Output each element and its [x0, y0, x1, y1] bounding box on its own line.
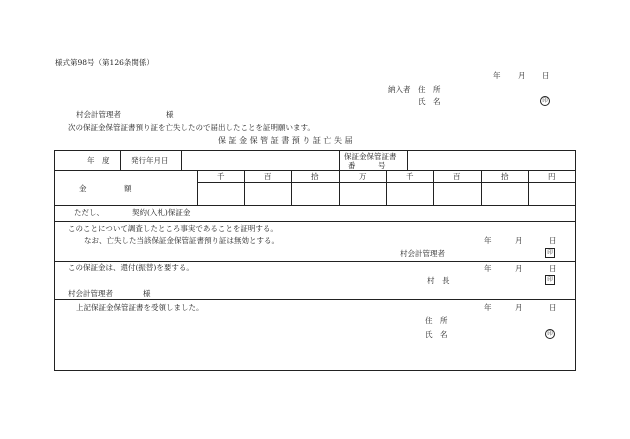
payer-address-label: 住 所: [418, 85, 441, 94]
header-date-year: 年: [493, 71, 501, 80]
payer-name-label: 氏 名: [418, 97, 441, 106]
cert-no-label-2: 番 号: [348, 161, 386, 170]
payment-addressee: 村会計管理者 様: [68, 289, 151, 298]
payment-year: 年: [484, 264, 492, 273]
issue-date-value[interactable]: [183, 152, 338, 168]
certification-signer: 村会計管理者: [400, 249, 445, 258]
fiscal-year-value[interactable]: [122, 152, 180, 168]
digit-juu-2: 拾: [501, 172, 509, 181]
digit-juu-1: 拾: [311, 172, 319, 181]
fiscal-year-label: 年 度: [87, 156, 110, 165]
certification-month: 月: [515, 236, 523, 245]
receipt-month: 月: [515, 303, 523, 312]
receipt-text: 上記保証金保管証書を受領しました。: [76, 303, 204, 312]
receipt-address-label: 住 所: [425, 316, 448, 325]
digit-sen-2: 千: [406, 172, 414, 181]
cert-no-value[interactable]: [409, 152, 574, 168]
header-date-month: 月: [518, 71, 526, 80]
request-text: 次の保証金保管証書預り証を亡失したので届出したことを証明願います。: [68, 123, 315, 132]
form-title: 保 証 金 保 管 証 書 預 り 証 亡 失 届: [218, 136, 353, 145]
payer-label: 納入者: [388, 85, 411, 94]
digit-yen: 円: [548, 172, 556, 181]
amount-label: 金 額: [79, 184, 132, 193]
payment-month: 月: [515, 264, 523, 273]
cert-no-label-1: 保証金保管証書: [344, 152, 397, 161]
certification-line2: なお、亡失した当該保証金保管証書預り証は無効とする。: [84, 236, 279, 245]
payer-seal-icon: 印: [540, 96, 550, 106]
proviso-suffix: 契約(入札)保証金: [132, 208, 191, 217]
issue-date-label: 発行年月日: [131, 156, 169, 165]
certification-year: 年: [484, 236, 492, 245]
certification-seal-icon: 印: [545, 248, 555, 258]
payment-text: この保証金は、還付(振替)を要する。: [68, 263, 194, 272]
addressee: 村会計管理者 様: [76, 110, 174, 119]
certification-line1: このことについて調査したところ事実であることを証明する。: [68, 224, 278, 233]
receipt-seal-icon: 印: [545, 329, 555, 339]
receipt-name-label: 氏 名: [425, 330, 448, 339]
receipt-year: 年: [484, 303, 492, 312]
payment-seal-icon: 印: [545, 275, 555, 285]
digit-man: 万: [359, 172, 367, 181]
proviso-prefix: ただし、: [74, 208, 104, 217]
payment-signer: 村 長: [427, 276, 450, 285]
certification-day: 日: [549, 236, 557, 245]
header-date-day: 日: [542, 71, 550, 80]
digit-hyaku-2: 百: [453, 172, 461, 181]
digit-sen-1: 千: [217, 172, 225, 181]
digit-hyaku-1: 百: [264, 172, 272, 181]
receipt-day: 日: [549, 303, 557, 312]
form-number: 様式第98号（第126条関係）: [55, 58, 154, 67]
payment-day: 日: [549, 264, 557, 273]
